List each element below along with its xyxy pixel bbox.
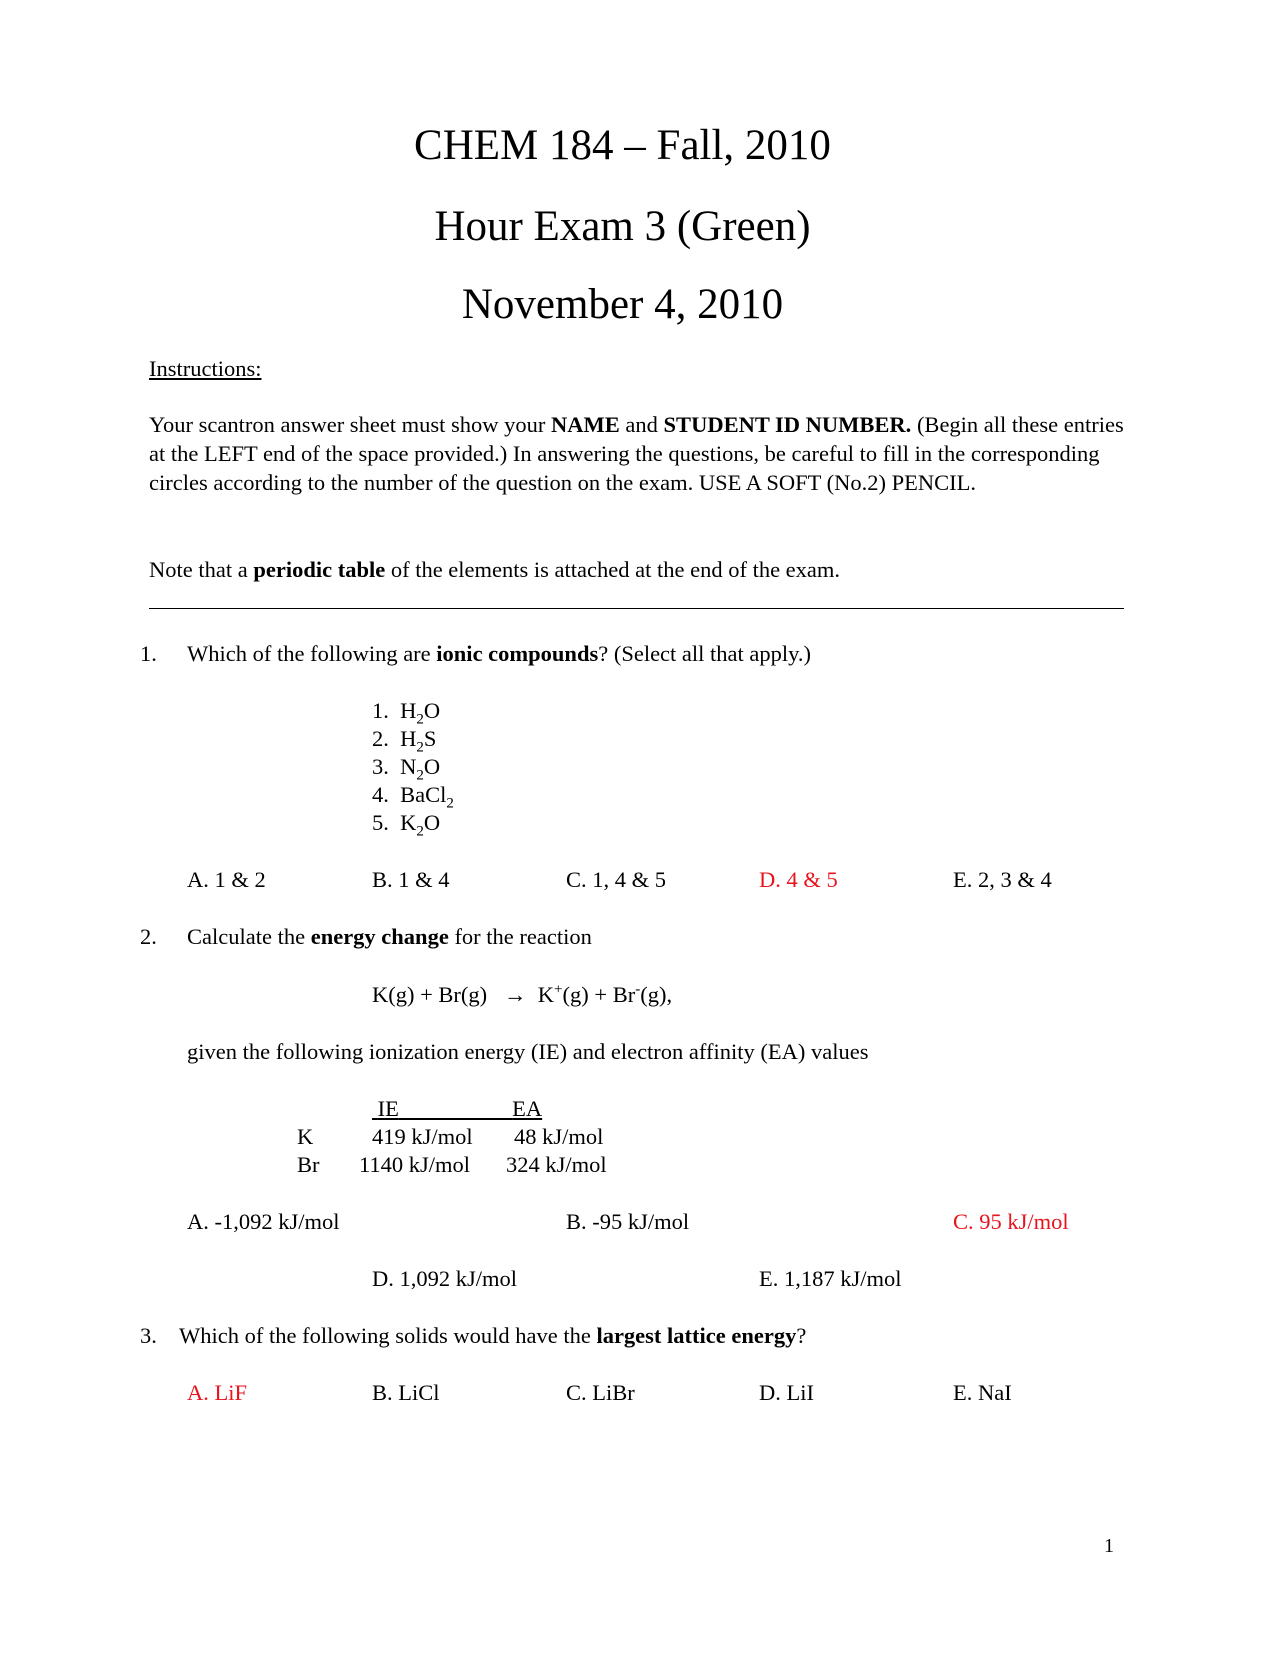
q2-choice-a: A. -1,092 kJ/mol: [187, 1209, 340, 1234]
q1-item: 3. $N_2O$: [372, 754, 441, 784]
table-row-element: K: [297, 1124, 314, 1149]
q1-number: 1.: [140, 641, 157, 666]
table-row-ea: 48 kJ/mol: [514, 1124, 604, 1149]
table-header-ea: EA: [512, 1096, 543, 1121]
exam-date: November 4, 2010: [461, 281, 784, 328]
q1-text: Which of the following are ionic compounds? (Select all that apply.): [187, 641, 812, 666]
q2-given: given the following ionization energy (IE) and electron affinity (EA) values: [187, 1039, 869, 1064]
instructions-heading: Instructions:: [149, 356, 262, 381]
q3-number: 3.: [140, 1323, 157, 1348]
q2-choice-c-answer: C. 95 kJ/mol: [953, 1209, 1069, 1234]
q1-item: 5. $K_2O$: [372, 810, 441, 840]
q3-choice-b: B. LiCl: [372, 1380, 440, 1405]
q1-choice-c: C. 1, 4 & 5: [566, 867, 667, 892]
q1-item: 2. $H_2S$: [372, 726, 437, 756]
q2-text: Calculate the energy change for the reaction: [187, 924, 592, 949]
q1-choice-e: E. 2, 3 & 4: [953, 867, 1052, 892]
q1-choice-a: A. 1 & 2: [187, 867, 266, 892]
periodic-table-note: Note that a periodic table of the elements is attached at the end of the exam.: [149, 557, 841, 582]
q1-choice-d-answer: D. 4 & 5: [759, 867, 838, 892]
q2-reaction: K(g) + Br(g) → K+(g) + Br-(g),: [372, 981, 673, 1007]
page-number: 1: [1104, 1535, 1114, 1557]
q2-choice-b: B. -95 kJ/mol: [566, 1209, 690, 1234]
separator-line: [149, 608, 1124, 609]
q3-choice-d: D. LiI: [759, 1380, 814, 1405]
table-row-ie: 1140 kJ/mol: [359, 1152, 471, 1177]
q3-text: Which of the following solids would have the largest lattice energy?: [179, 1323, 807, 1348]
q1-choice-b: B. 1 & 4: [372, 867, 450, 892]
reaction-arrow-icon: →: [504, 982, 527, 1007]
instructions-paragraph: Your scantron answer sheet must show your NAME and STUDENT ID NUMBER. (Begin all these entries at the LEFT end of the space provided.) In answering the questions, be careful to fill in the corresponding circles according to the number of the question on the exam. USE A SOFT (No.2) PENCIL.: [149, 412, 1124, 495]
table-row-ie: 419 kJ/mol: [372, 1124, 473, 1149]
q3-choice-c: C. LiBr: [566, 1380, 635, 1405]
exam-title: CHEM 184 – Fall, 2010: [414, 122, 831, 169]
q2-choice-d: D. 1,092 kJ/mol: [372, 1266, 518, 1291]
q3-choice-e: E. NaI: [953, 1380, 1012, 1405]
q3-choice-a-answer: A. LiF: [187, 1380, 248, 1405]
q2-number: 2.: [140, 924, 157, 949]
q2-choice-e: E. 1,187 kJ/mol: [759, 1266, 902, 1291]
q1-item: 4. BaCl$_2$: [372, 782, 454, 812]
exam-subtitle: Hour Exam 3 (Green): [434, 203, 811, 250]
table-row-ea: 324 kJ/mol: [506, 1152, 607, 1177]
q1-item: 1. $H_2O$: [372, 698, 441, 728]
table-row-element: Br: [297, 1152, 320, 1177]
table-header-ie: IE: [377, 1096, 399, 1121]
